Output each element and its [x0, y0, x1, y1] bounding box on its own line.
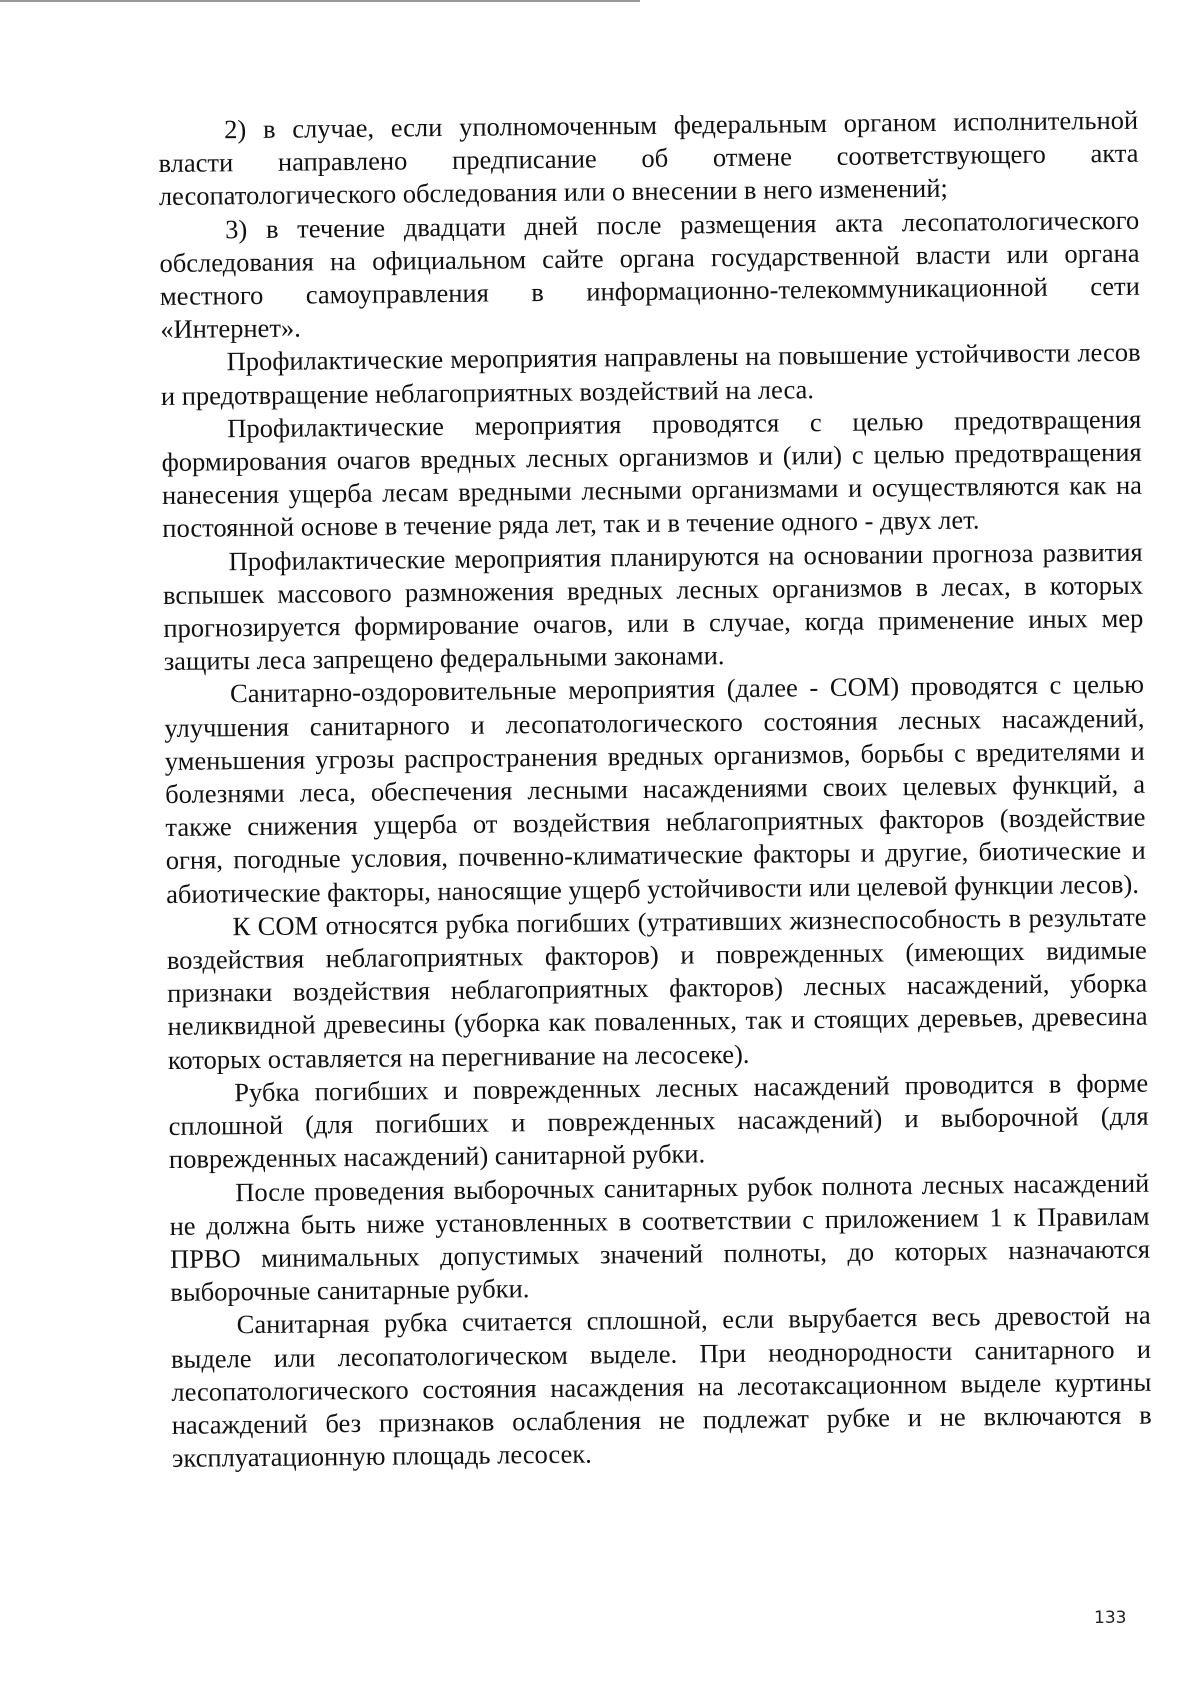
paragraph-som-definition: Санитарно-оздоровительные мероприятия (далее - СОМ) проводятся с целью улучшения санитарного и лесопатологического состояния лесных насаждений, уменьшения угрозы распространения вредных организмов, борьбы с вредителями и болезнями леса, обеспечения лесными насаждениями своих целевых функций, а также снижения ущерба от воздействия неблагоприятных факторов (воздействие огня, погодные условия, почвенно-климатические факторы и другие, биотические и абиотические факторы, наносящие ущерб устойчивости или целевой функции лесов).: [164, 669, 1146, 909]
paragraph-preventive-goals: Профилактические мероприятия проводятся с целью предотвращения формирования очагов вредных лесных организмов и (или) с целью предотвращения нанесения ущерба лесам вредными лесными организмами и осуществляются как на постоянной основе в течение ряда лет, так и в течение одного - двух лет.: [161, 403, 1143, 544]
page-number: 133: [1094, 1608, 1127, 1628]
paragraph-revocation-order: 2) в случае, если уполномоченным федеральным органом исполнительной власти направлено предписание об отмене соответствующего акта лесопатологического обследования или о внесении в него изменений;: [158, 104, 1139, 212]
paragraph-som-includes: К СОМ относятся рубка погибших (утративших жизнеспособность в результате воздействия неблагоприятных факторов) и поврежденных (имеющих видимые признаки воздействия неблагоприятных факторов) лесных насаждений, уборка неликвидной древесины (уборка как поваленных, так и стоящих деревьев, древесина которых оставляется на перегнивание на лесосеке).: [166, 901, 1148, 1075]
paragraph-preventive-purpose: Профилактические мероприятия направлены на повышение устойчивости лесов и предотвращение неблагоприятных воздействий на леса.: [160, 337, 1141, 411]
paragraph-preventive-planning: Профилактические мероприятия планируются на основании прогноза развития вспышек массового размножения вредных лесных организмов в лесах, в которых прогнозируется формирование очагов, или в случае, когда применение иных мер защиты леса запрещено федеральными законами.: [162, 536, 1144, 677]
document-body: [158, 104, 1152, 1476]
paragraph-clear-felling: Санитарная рубка считается сплошной, если вырубается весь древостой на выделе или лесопатологическом выделе. При неоднородности санитарного и лесопатологического состояния насаждения на лесотаксационном выделе куртины насаждений без признаков ослабления не подлежат рубке и не включаются в эксплуатационную площадь лесосек.: [170, 1299, 1152, 1474]
paragraph-felling-forms: Рубка погибших и поврежденных лесных насаждений проводится в форме сплошной (для погибших и поврежденных насаждений) и выборочной (для поврежденных насаждений) санитарной рубки.: [168, 1067, 1149, 1175]
paragraph-selective-felling: После проведения выборочных санитарных рубок полнота лесных насаждений не должна быть ниже установленных в соответствии с приложением 1 к Правилам ПРВО минимальных допустимых значений полноты, до которых назначаются выборочные санитарные рубки.: [169, 1167, 1151, 1308]
paragraph-twenty-days: 3) в течение двадцати дней после размещения акта лесопатологического обследования на официальном сайте органа государственной власти или органа местного самоуправления в информационно-телекоммуникационной сети «Интернет».: [159, 204, 1141, 345]
scan-edge-line: [0, 0, 640, 2]
